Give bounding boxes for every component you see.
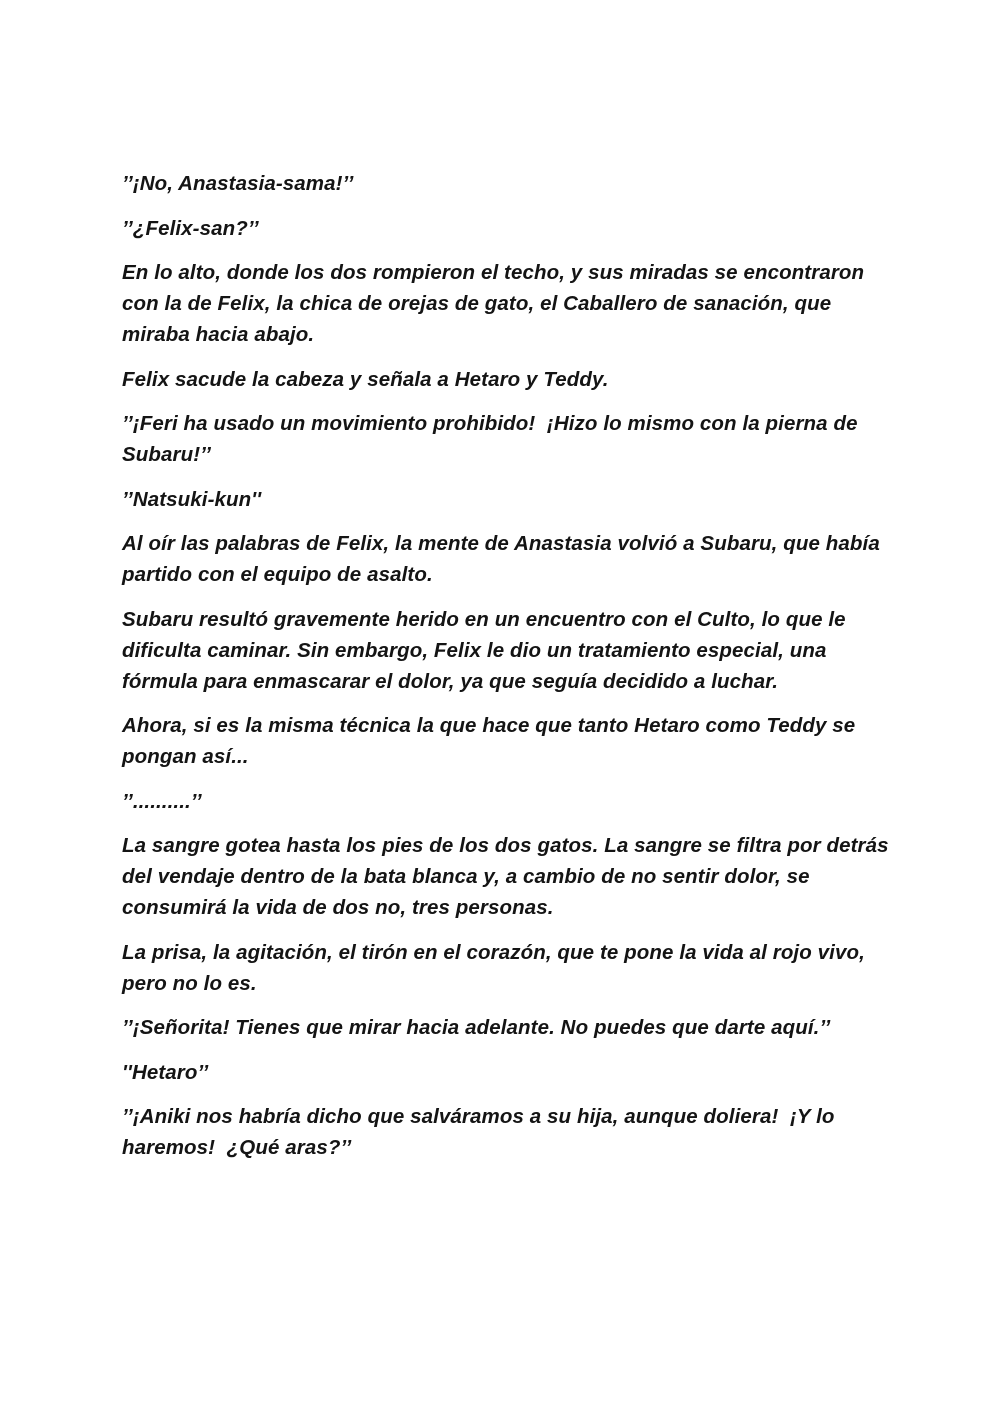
paragraph-7: Al oír las palabras de Felix, la mente de Anastasia volvió a Subaru, que había partido con el equipo de asalto. <box>122 532 886 586</box>
paragraph-13: ’’¡Señorita! Tienes que mirar hacia adelante. No puedes que darte aquí.’’ <box>122 1016 831 1039</box>
paragraph-10: ’’..........’’ <box>122 789 202 813</box>
paragraph-12: La prisa, la agitación, el tirón en el corazón, que te pone la vida al rojo vivo, pero no lo es. <box>122 940 871 995</box>
paragraph-11: La sangre gotea hasta los pies de los dos gatos. La sangre se filtra por detrás del vendaje dentro de la bata blanca y, a cambio de no sentir dolor, se consumirá la vida de dos no, tres personas. <box>122 834 895 919</box>
paragraph-1: ’’¡No, Anastasia-sama!’’ <box>122 172 354 195</box>
paragraph-3: En lo alto, donde los dos rompieron el techo, y sus miradas se encontraron con la de Felix, la chica de orejas de gato, el Caballero de sanación, que miraba hacia abajo. <box>122 261 870 346</box>
paragraph-15: ’’¡Aniki nos habría dicho que salváramos a su hija, aunque doliera! ¡Y lo haremos! ¿Qué aras?’’ <box>122 1105 841 1159</box>
paragraph-2: ’’¿Felix-san?’’ <box>122 216 259 240</box>
paragraph-9: Ahora, si es la misma técnica la que hace que tanto Hetaro como Teddy se pongan así... <box>122 714 862 768</box>
paragraph-14: ''Hetaro’’ <box>122 1060 209 1084</box>
paragraph-6: ’’Natsuki-kun'' <box>122 487 262 511</box>
paragraph-4: Felix sacude la cabeza y señala a Hetaro y Teddy. <box>122 367 609 391</box>
paragraph-8: Subaru resultó gravemente herido en un encuentro con el Culto, lo que le dificulta caminar. Sin embargo, Felix le dio un tratamiento especial, una fórmula para enmascarar el dolor, ya que seguía decidido a luchar. <box>122 607 852 693</box>
paragraph-5: ’’¡Feri ha usado un movimiento prohibido! ¡Hizo lo mismo con la pierna de Subaru!’’ <box>122 412 864 466</box>
document-body <box>122 168 895 1177</box>
